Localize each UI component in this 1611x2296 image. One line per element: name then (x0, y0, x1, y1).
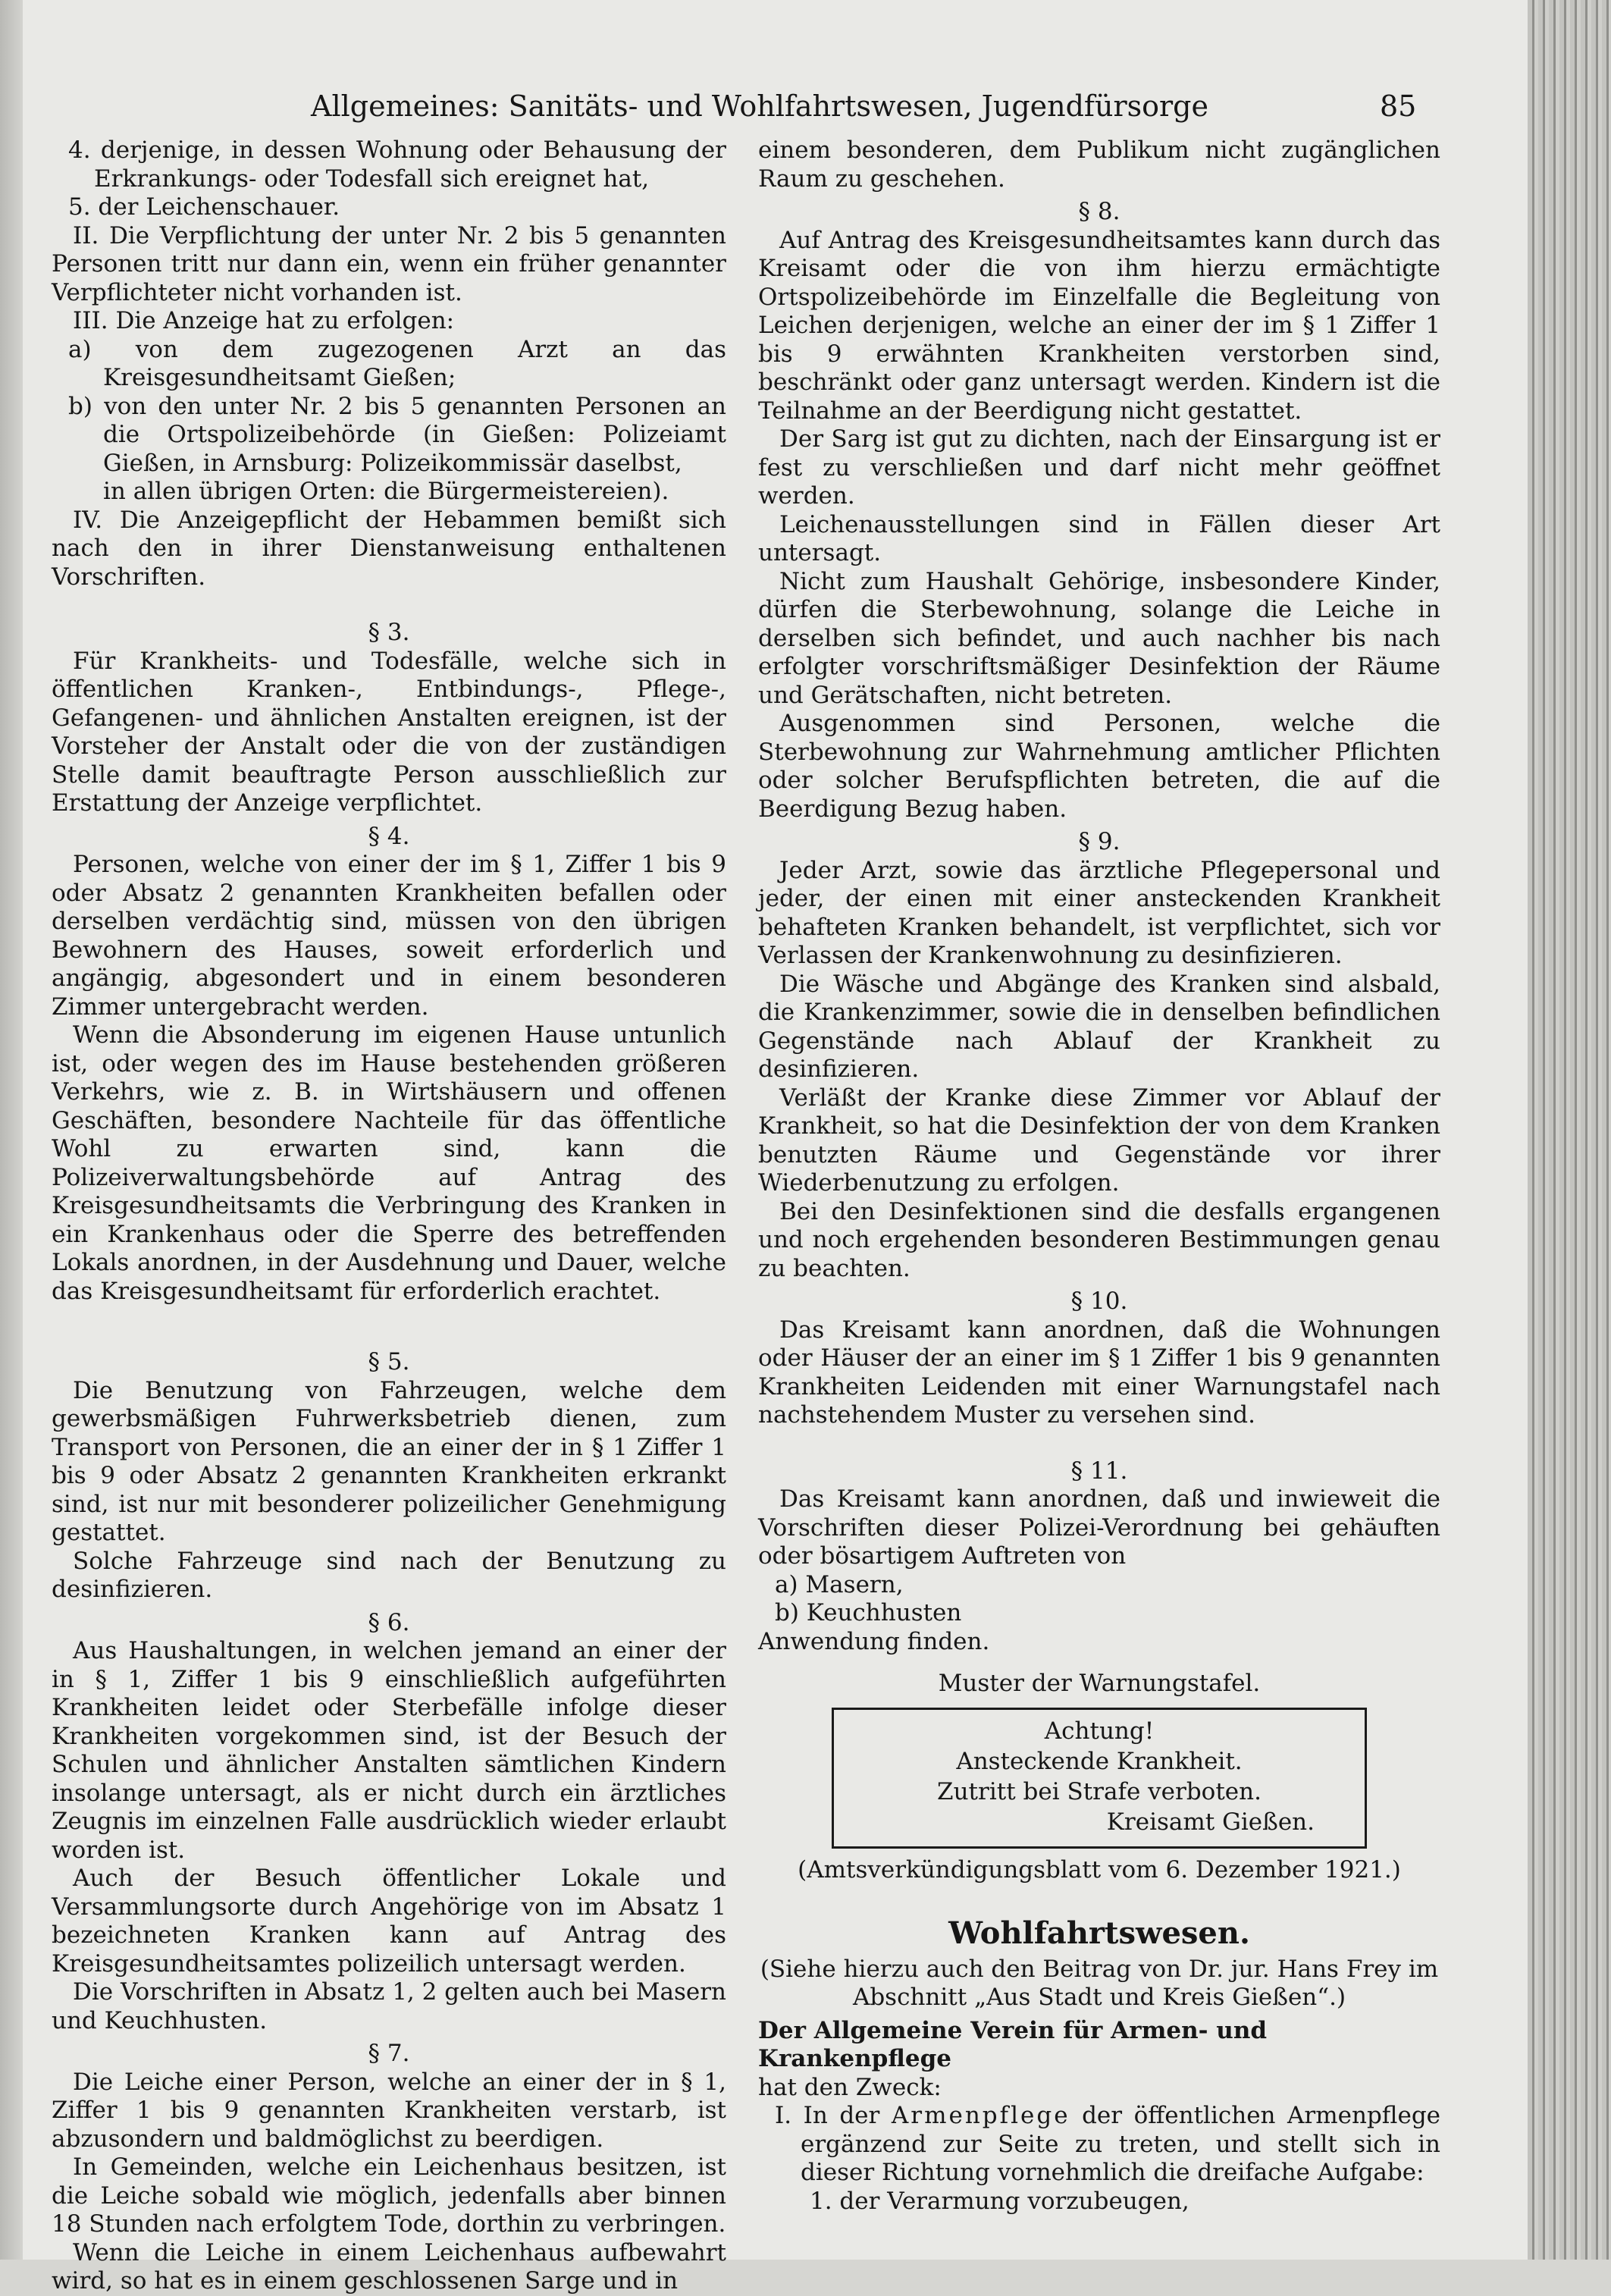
paragraph: Die Leiche einer Person, welche an einer der in § 1, Ziffer 1 bis 9 genannten Krankheiten verstarb, ist abzusondern und baldmöglichst zu beerdigen. (52, 2068, 726, 2153)
paragraph: In Gemeinden, welche ein Leichenhaus besitzen, ist die Leiche sobald wie möglich, jedenfalls aber binnen 18 Stunden nach erfolgtem Tode, dorthin zu verbringen. (52, 2153, 726, 2238)
paragraph: Personen, welche von einer der im § 1, Ziffer 1 bis 9 oder Absatz 2 genannten Krankheiten befallen oder derselben verdächtig sind, müssen von den übrigen Bewohnern des Hauses, soweit erforderlich und angängig, abgesondert und in einem besonderen Zimmer untergebracht werden. (52, 851, 726, 1021)
section-heading: § 6. (368, 1608, 410, 1636)
cross-reference-note: (Siehe hierzu auch den Beitrag von Dr. jur. Hans Frey im Abschnitt „Aus Stadt und Kreis Gießen“.) (760, 1955, 1439, 2011)
organization-name: Der Allgemeine Verein für Armen- und Krankenpflege (758, 2016, 1268, 2072)
section-heading: § 8. (1078, 198, 1120, 225)
running-header: Allgemeines: Sanitäts- und Wohlfahrtswesen, Jugendfürsorge (311, 89, 1208, 123)
paragraph: Solche Fahrzeuge sind nach der Benutzung zu desinfizieren. (52, 1547, 726, 1603)
paragraph: Aus Haushaltungen, in welchen jemand an einer der in § 1, Ziffer 1 bis 9 einschließlich aufgeführten Krankheiten leidet oder Sterbefälle infolge dieser Krankheiten vorgekommen sind, ist der Besuch der Schulen und ähnlicher Anstalten sämtlichen Kindern insolange untersagt, als er nicht durch ein ärztliches Zeugnis im einzelnen Falle ausdrücklich wieder erlaubt worden ist. (52, 1637, 726, 1864)
book-edge (1528, 0, 1611, 2260)
warning-sign-caption: Muster der Warnungstafel. (938, 1670, 1261, 1697)
right-column (758, 136, 1440, 2216)
paragraph: Verläßt der Kranke diese Zimmer vor Ablauf der Krankheit, so hat die Desinfektion der von dem Kranken benutzten Räume und Gegenstände vor ihrer Wiederbenutzung zu erfolgen. (758, 1084, 1440, 1197)
paragraph: Auch der Besuch öffentlicher Lokale und Versammlungsorte durch Angehörige von im Absatz 1 bezeichneten Kranken kann auf Antrag des Kreisgesundheitsamtes polizeilich untersagt werden. (52, 1865, 726, 1978)
warning-sign-box (832, 1708, 1367, 1849)
paragraph: IV. Die Anzeigepflicht der Hebammen bemißt sich nach den in ihrer Dienstanweisung enthaltenen Vorschriften. (52, 506, 726, 591)
section-heading: § 9. (1078, 828, 1120, 855)
paragraph: Leichenausstellungen sind in Fällen dieser Art untersagt. (758, 510, 1440, 566)
list-item (758, 2102, 1440, 2188)
section-heading: § 5. (368, 1348, 410, 1375)
warning-line: Achtung! (1044, 1717, 1155, 1745)
paragraph: Für Krankheits- und Todesfälle, welche sich in öffentlichen Kranken-, Entbindungs-, Pflege-, Gefangenen- und ähnlichen Anstalten ereignen, ist der Vorsteher der Anstalt oder die von der zuständigen Stelle damit beauftragte Person ausschließlich zur Erstattung der Anzeige verpflichtet. (52, 647, 726, 817)
paragraph: Wenn die Absonderung im eigenen Hause untunlich ist, oder wegen des im Hause bestehenden größeren Verkehrs, wie z. B. in Wirtshäusern und offenen Geschäften, besondere Nachteile für das öffentliche Wohl zu erwarten sind, kann die Polizeiverwaltungsbehörde auf Antrag des Kreisgesundheitsamts die Verbringung des Kranken in ein Krankenhaus oder die Sperre des betreffenden Lokals anordnen, in der Ausdehnung und Dauer, welche das Kreisgesundheitsamt für erforderlich erachtet. (52, 1021, 726, 1305)
section-heading: § 3. (368, 619, 410, 646)
warning-signature: Kreisamt Gießen. (1106, 1808, 1315, 1836)
paragraph: Die Vorschriften in Absatz 1, 2 gelten auch bei Masern und Keuchhusten. (52, 1978, 726, 2034)
list-item: a) Masern, (775, 1570, 904, 1598)
list-text: der öffentlichen Armenpflege ergänzend zur Seite zu treten, und stellt sich in dieser Richtung vornehmlich die dreifache Aufgabe: (801, 2102, 1441, 2186)
warning-line: Zutritt bei Strafe verboten. (937, 1777, 1262, 1805)
paragraph: Anwendung finden. (758, 1627, 990, 1655)
paragraph: Das Kreisamt kann anordnen, daß die Wohnungen oder Häuser der an einer im § 1 Ziffer 1 bis 9 genannten Krankheiten Leidenden mit einer Warnungstafel nach nachstehendem Muster zu versehen sind. (758, 1316, 1440, 1429)
list-item: in allen übrigen Orten: die Bürgermeistereien). (103, 478, 669, 505)
paragraph: Nicht zum Haushalt Gehörige, insbesondere Kinder, dürfen die Sterbewohnung, solange die Leiche in derselben sich befindet, und auch nachher bis nach erfolgter vorschriftsmäßiger Desinfektion der Räume und Gerätschaften, nicht betreten. (758, 567, 1440, 709)
paragraph: Bei den Desinfektionen sind die desfalls ergangenen und noch ergehenden besonderen Bestimmungen genau zu beachten. (758, 1197, 1440, 1282)
paragraph: Der Sarg ist gut zu dichten, nach der Einsargung ist er fest zu verschließen und darf nicht mehr geöffnet werden. (758, 425, 1440, 510)
emphasized-term: Armenpflege (891, 2102, 1070, 2129)
section-heading: § 11. (1070, 1457, 1128, 1485)
page-number: 85 (1380, 89, 1417, 123)
previous-page-edge (0, 0, 23, 2260)
section-title: Wohlfahrtswesen. (948, 1915, 1250, 1951)
paragraph: Die Benutzung von Fahrzeugen, welche dem gewerbsmäßigen Fuhrwerksbetrieb dienen, zum Transport von Personen, die an einer der in § 1 Ziffer 1 bis 9 oder Absatz 2 genannten Krankheiten erkrankt sind, ist nur mit besonderer polizeilicher Genehmigung gestattet. (52, 1376, 726, 1546)
paragraph: 4. derjenige, in dessen Wohnung oder Behausung der Erkrankungs- oder Todesfall sich ereignet hat, (68, 136, 726, 193)
list-item: b) Keuchhusten (775, 1599, 962, 1626)
section-heading: § 7. (368, 2040, 410, 2067)
paragraph: Auf Antrag des Kreisgesundheitsamtes kann durch das Kreisamt oder die von ihm hierzu ermächtigte Ortspolizeibehörde im Einzelfalle die Begleitung von Leichen derjenigen, welche an einer der im § 1 Ziffer 1 bis 9 erwähnten Krankheiten verstorben sind, beschränkt oder ganz untersagt werden. Kindern ist die Teilnahme an der Beerdigung nicht gestattet. (758, 226, 1440, 425)
paragraph: 5. der Leichenschauer. (68, 193, 340, 221)
section-heading: § 4. (368, 822, 410, 850)
paragraph: Das Kreisamt kann anordnen, daß und inwieweit die Vorschriften dieser Polizei-Verordnung bei gehäuften oder bösartigem Auftreten von (758, 1485, 1440, 1570)
list-item: a) von dem zugezogenen Arzt an das Kreisgesundheitsamt Gießen; (68, 335, 726, 391)
section-heading: § 10. (1070, 1288, 1128, 1315)
paragraph: Ausgenommen sind Personen, welche die Sterbewohnung zur Wahrnehmung amtlicher Pflichten oder solcher Berufspflichten betreten, die auf die Beerdigung Bezug haben. (758, 710, 1440, 823)
paragraph: Wenn die Leiche in einem Leichenhaus aufbewahrt wird, so hat es in einem geschlossenen Sarge und in (52, 2238, 726, 2294)
paragraph: II. Die Verpflichtung der unter Nr. 2 bis 5 genannten Personen tritt nur dann ein, wenn ein früher genannter Verpflichteter nicht vorhanden ist. (52, 221, 726, 306)
source-citation: (Amtsverkündigungsblatt vom 6. Dezember 1921.) (798, 1855, 1401, 1884)
paragraph: Die Wäsche und Abgänge des Kranken sind alsbald, die Krankenzimmer, sowie die in denselben befindlichen Gegenstände nach Ablauf der Krankheit zu desinfizieren. (758, 970, 1440, 1083)
paragraph: einem besonderen, dem Publikum nicht zugänglichen Raum zu geschehen. (758, 136, 1440, 193)
paragraph: III. Die Anzeige hat zu erfolgen: (73, 307, 455, 334)
paragraph: hat den Zweck: (758, 2073, 942, 2101)
list-number: I. In der (775, 2102, 880, 2129)
list-item: b) von den unter Nr. 2 bis 5 genannten Personen an die Ortspolizeibehörde (in Gießen: Polizeiamt Gießen, in Arnsburg: Polizeikommissär daselbst, (68, 392, 726, 477)
list-item: 1. der Verarmung vorzubeugen, (810, 2187, 1189, 2215)
paragraph: Jeder Arzt, sowie das ärztliche Pflegepersonal und jeder, der einen mit einer ansteckenden Krankheit behafteten Kranken behandelt, ist verpflichtet, sich vor Verlassen der Krankenwohnung zu desinfizieren. (758, 856, 1440, 969)
left-column (52, 136, 726, 2296)
warning-line: Ansteckende Krankheit. (956, 1747, 1243, 1775)
